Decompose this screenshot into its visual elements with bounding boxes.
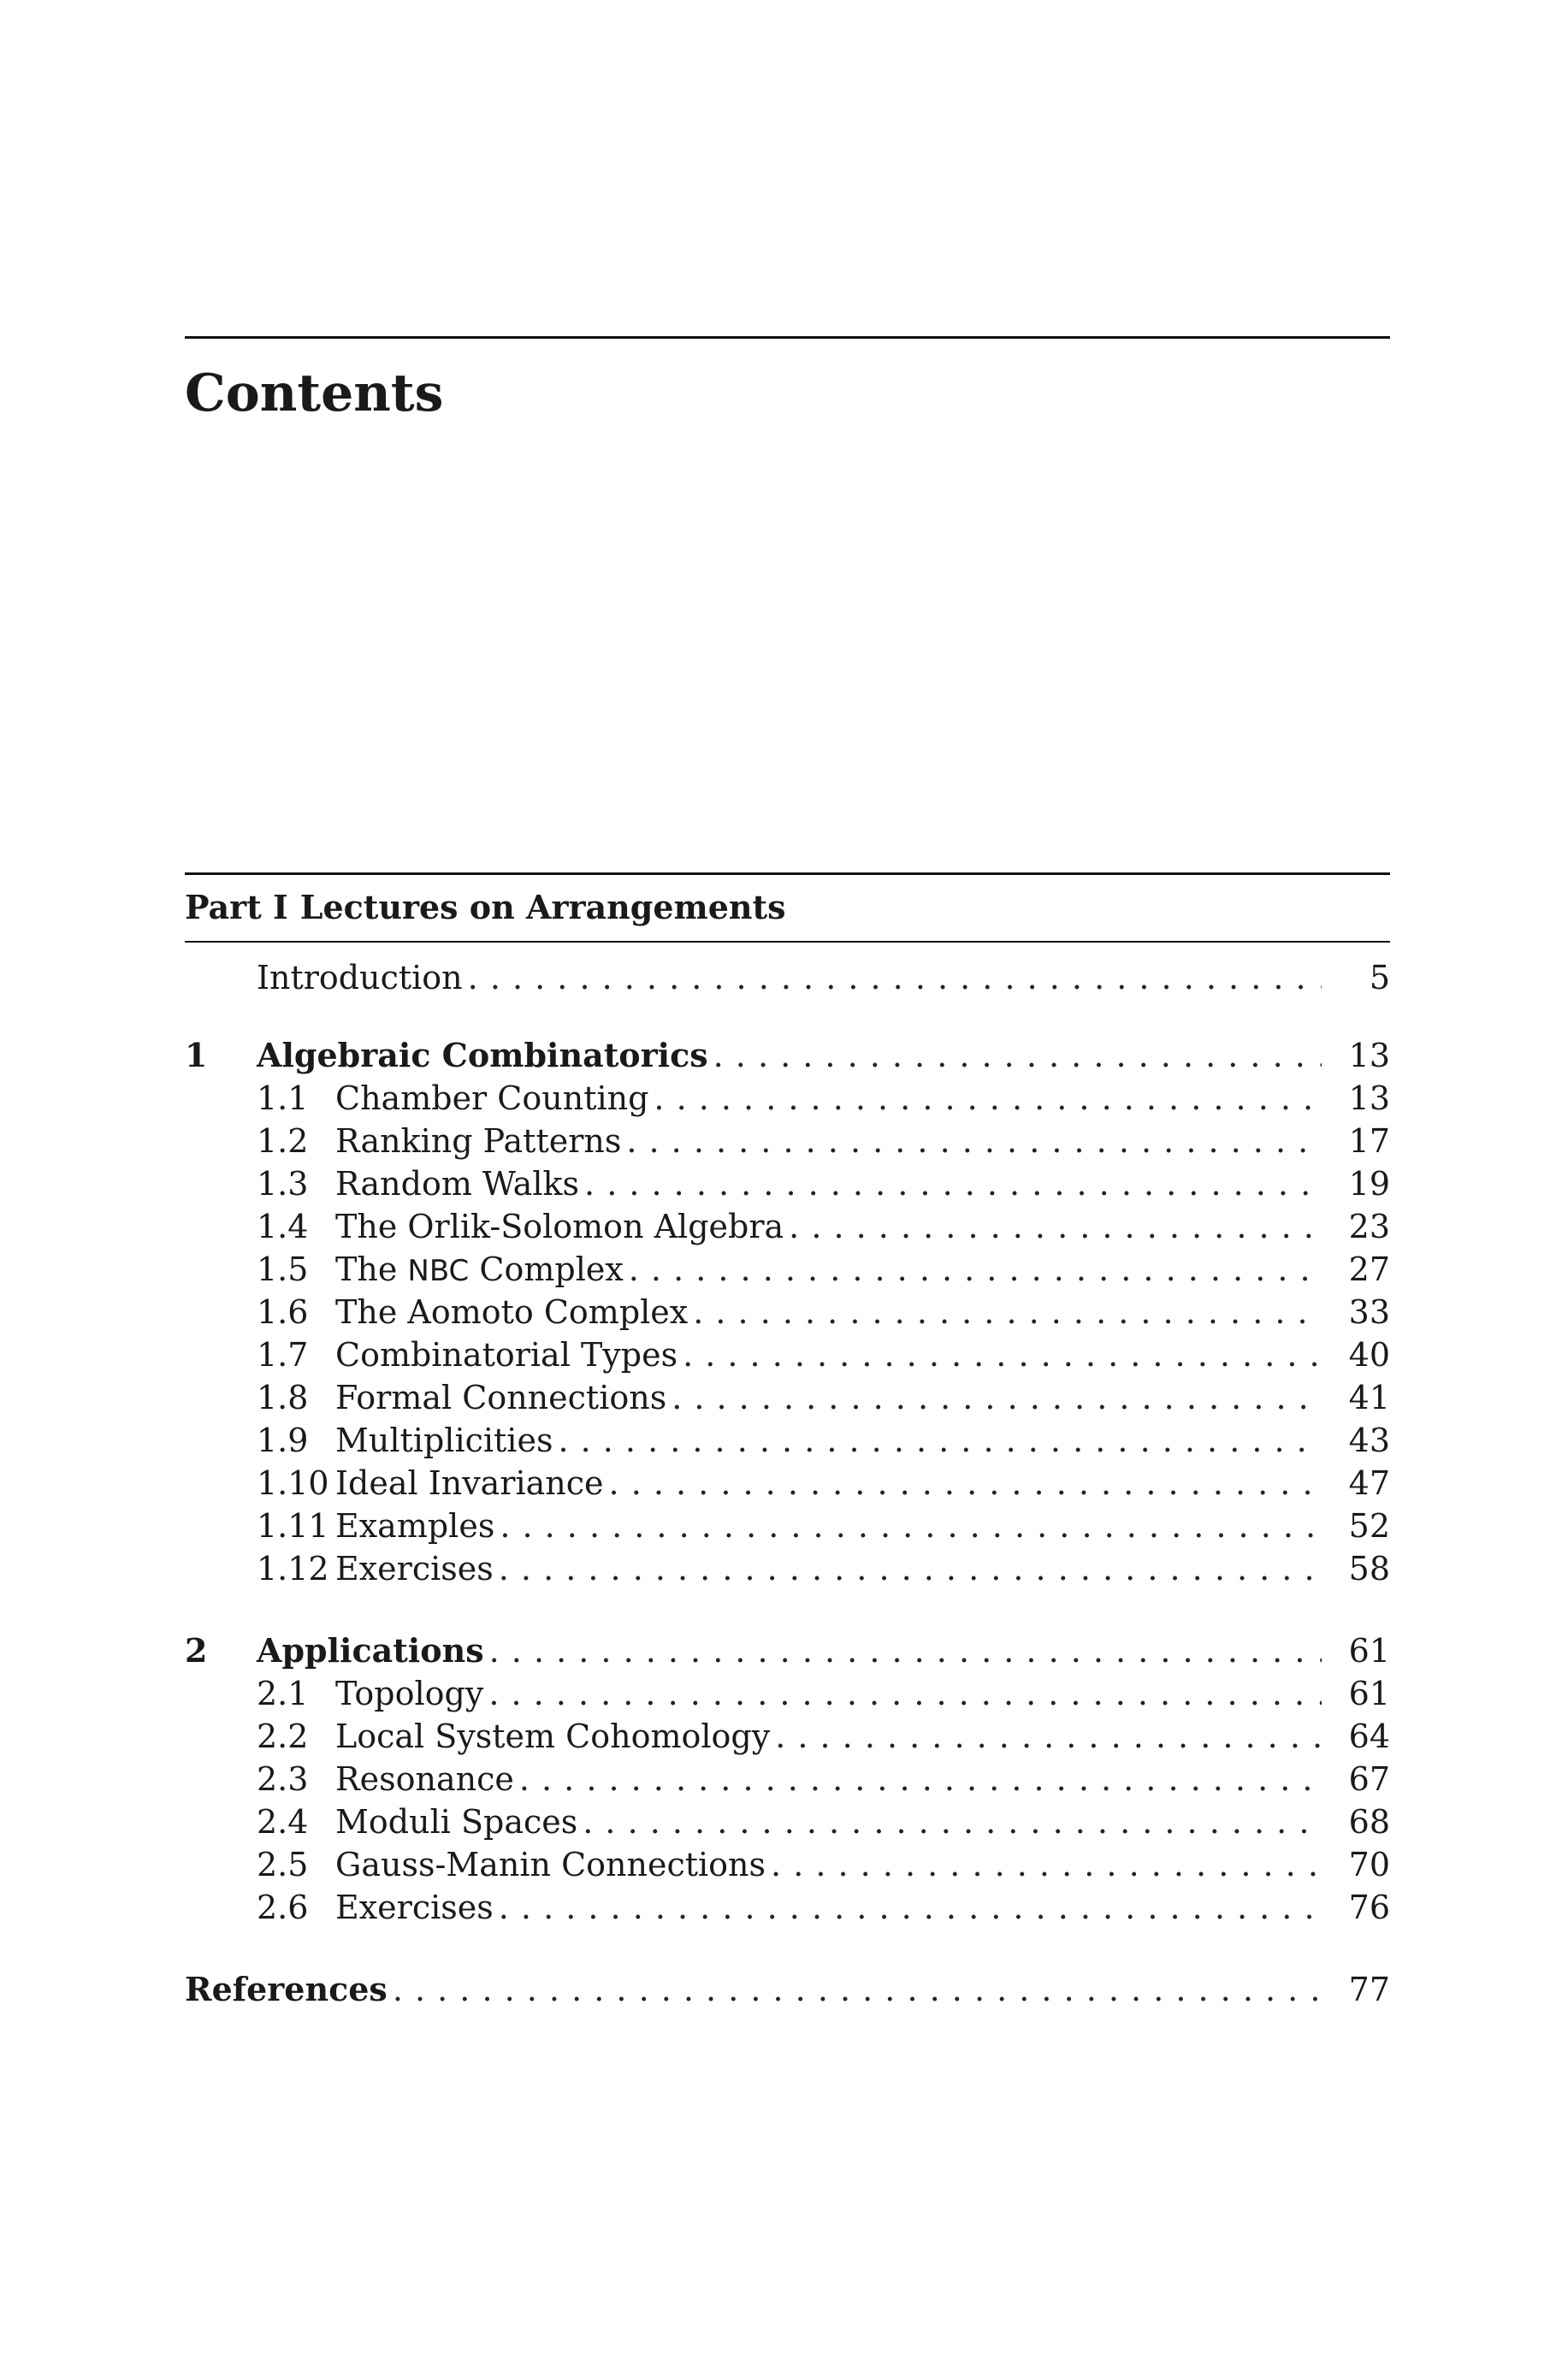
toc-section-1-5[interactable]	[185, 1248, 1390, 1291]
section-title: Exercises	[335, 1889, 494, 1926]
section-title: Random Walks	[335, 1165, 580, 1203]
section-page: 58	[1348, 1550, 1390, 1588]
toc-section-1-7[interactable]	[185, 1333, 1390, 1376]
section-title: Ranking Patterns	[335, 1122, 622, 1160]
section-number: 1.6	[257, 1293, 309, 1331]
dot-leader	[666, 1376, 1322, 1419]
entry-title: References	[185, 1970, 388, 2008]
section-number: 2.2	[257, 1718, 309, 1755]
chapter-title: Applications	[257, 1631, 484, 1670]
toc-section-2-3[interactable]	[185, 1758, 1390, 1800]
section-title: The Orlik-Solomon Algebra	[335, 1208, 784, 1245]
section-number: 2.6	[257, 1889, 309, 1926]
section-page: 47	[1348, 1464, 1390, 1502]
section-page: 41	[1348, 1379, 1390, 1416]
section-title: Resonance	[335, 1760, 514, 1798]
toc-page	[185, 0, 1390, 2377]
dot-leader	[483, 1672, 1322, 1715]
toc-section-1-12[interactable]	[185, 1547, 1390, 1590]
section-title-suffix: Complex	[469, 1251, 624, 1288]
dot-leader	[514, 1758, 1322, 1800]
toc-section-1-6[interactable]	[185, 1291, 1390, 1333]
dot-leader	[463, 956, 1322, 999]
section-number: 1.7	[257, 1336, 309, 1374]
section-number: 1.1	[257, 1079, 309, 1117]
chapter-number: 1	[185, 1036, 208, 1074]
section-title: Exercises	[335, 1550, 494, 1588]
section-title: Chamber Counting	[335, 1079, 649, 1117]
toc-section-1-4[interactable]	[185, 1205, 1390, 1248]
section-page: 52	[1348, 1507, 1390, 1545]
toc-section-2-4[interactable]	[185, 1800, 1390, 1843]
dot-leader	[621, 1120, 1322, 1162]
dot-leader	[577, 1800, 1322, 1843]
dot-leader	[784, 1205, 1322, 1248]
section-page: 43	[1348, 1422, 1390, 1459]
section-title-nbc: NBC	[407, 1254, 470, 1288]
toc-section-1-8[interactable]	[185, 1376, 1390, 1419]
section-number: 1.12	[257, 1550, 329, 1588]
section-title: Combinatorial Types	[335, 1336, 678, 1374]
part-title: Lectures on Arrangements	[299, 888, 786, 926]
dot-leader	[688, 1291, 1322, 1333]
toc-chapter-1[interactable]	[185, 1034, 1390, 1077]
section-number: 2.4	[257, 1803, 309, 1841]
section-number: 1.4	[257, 1208, 309, 1245]
section-page: 64	[1348, 1718, 1390, 1755]
section-title: Formal Connections	[335, 1379, 667, 1416]
section-page: 40	[1348, 1336, 1390, 1374]
section-page: 13	[1348, 1079, 1390, 1117]
dot-leader	[648, 1077, 1322, 1120]
dot-leader	[604, 1462, 1322, 1505]
dot-leader	[770, 1715, 1322, 1758]
dot-leader	[708, 1034, 1322, 1077]
toc-section-1-2[interactable]	[185, 1120, 1390, 1162]
section-number: 1.11	[257, 1507, 329, 1545]
dot-leader	[579, 1162, 1322, 1205]
toc-section-1-9[interactable]	[185, 1419, 1390, 1462]
dot-leader	[494, 1505, 1322, 1547]
section-page: 27	[1348, 1251, 1390, 1288]
section-page: 19	[1348, 1165, 1390, 1203]
section-page: 70	[1348, 1846, 1390, 1883]
entry-page: 77	[1348, 1971, 1390, 2008]
section-page: 67	[1348, 1760, 1390, 1798]
section-title: Multiplicities	[335, 1422, 553, 1459]
part-label: Part I	[185, 888, 288, 926]
section-title	[335, 1248, 624, 1292]
section-page: 23	[1348, 1208, 1390, 1245]
dot-leader	[484, 1629, 1322, 1672]
section-number: 1.9	[257, 1422, 309, 1459]
section-number: 1.2	[257, 1122, 309, 1160]
toc-section-2-1[interactable]	[185, 1672, 1390, 1715]
toc-entry-references[interactable]	[185, 1968, 1390, 2011]
chapter-page: 61	[1348, 1632, 1390, 1670]
chapter-page: 13	[1348, 1037, 1390, 1074]
toc-section-1-1[interactable]	[185, 1077, 1390, 1120]
section-title: Local System Cohomology	[335, 1718, 771, 1755]
part-top-rule	[185, 872, 1390, 875]
section-page: 76	[1348, 1889, 1390, 1926]
dot-leader	[553, 1419, 1322, 1462]
dot-leader	[766, 1843, 1322, 1886]
part-heading	[185, 887, 785, 928]
chapter-title: Algebraic Combinatorics	[257, 1036, 708, 1074]
section-number: 1.8	[257, 1379, 309, 1416]
part-bottom-rule	[185, 941, 1390, 943]
chapter-number: 2	[185, 1631, 208, 1670]
toc-section-1-10[interactable]	[185, 1462, 1390, 1505]
section-title: Gauss-Manin Connections	[335, 1846, 766, 1883]
section-page: 33	[1348, 1293, 1390, 1331]
dot-leader	[494, 1547, 1322, 1590]
section-page: 17	[1348, 1122, 1390, 1160]
dot-leader	[494, 1886, 1322, 1929]
toc-section-2-2[interactable]	[185, 1715, 1390, 1758]
section-page: 61	[1348, 1675, 1390, 1712]
section-number: 2.5	[257, 1846, 309, 1883]
section-number: 1.3	[257, 1165, 309, 1203]
section-title-prefix: The	[335, 1251, 408, 1288]
toc-section-2-6[interactable]	[185, 1886, 1390, 1929]
page-title: Contents	[185, 364, 444, 423]
section-title: Ideal Invariance	[335, 1464, 604, 1502]
section-page: 68	[1348, 1803, 1390, 1841]
toc-section-1-11[interactable]	[185, 1505, 1390, 1547]
toc-section-1-3[interactable]	[185, 1162, 1390, 1205]
toc-section-2-5[interactable]	[185, 1843, 1390, 1886]
dot-leader	[624, 1248, 1322, 1291]
section-number: 2.3	[257, 1760, 309, 1798]
toc-entry-introduction[interactable]	[185, 956, 1390, 999]
section-title: Examples	[335, 1507, 495, 1545]
section-title: The Aomoto Complex	[335, 1293, 689, 1331]
dot-leader	[677, 1333, 1322, 1376]
section-number: 1.10	[257, 1464, 329, 1502]
top-rule	[185, 336, 1390, 339]
entry-page: 5	[1369, 959, 1390, 996]
section-title: Topology	[335, 1675, 484, 1712]
dot-leader	[388, 1968, 1322, 2011]
section-title: Moduli Spaces	[335, 1803, 578, 1841]
entry-title: Introduction	[257, 959, 463, 996]
section-number: 1.5	[257, 1251, 309, 1288]
section-number: 2.1	[257, 1675, 309, 1712]
toc-chapter-2[interactable]	[185, 1629, 1390, 1672]
